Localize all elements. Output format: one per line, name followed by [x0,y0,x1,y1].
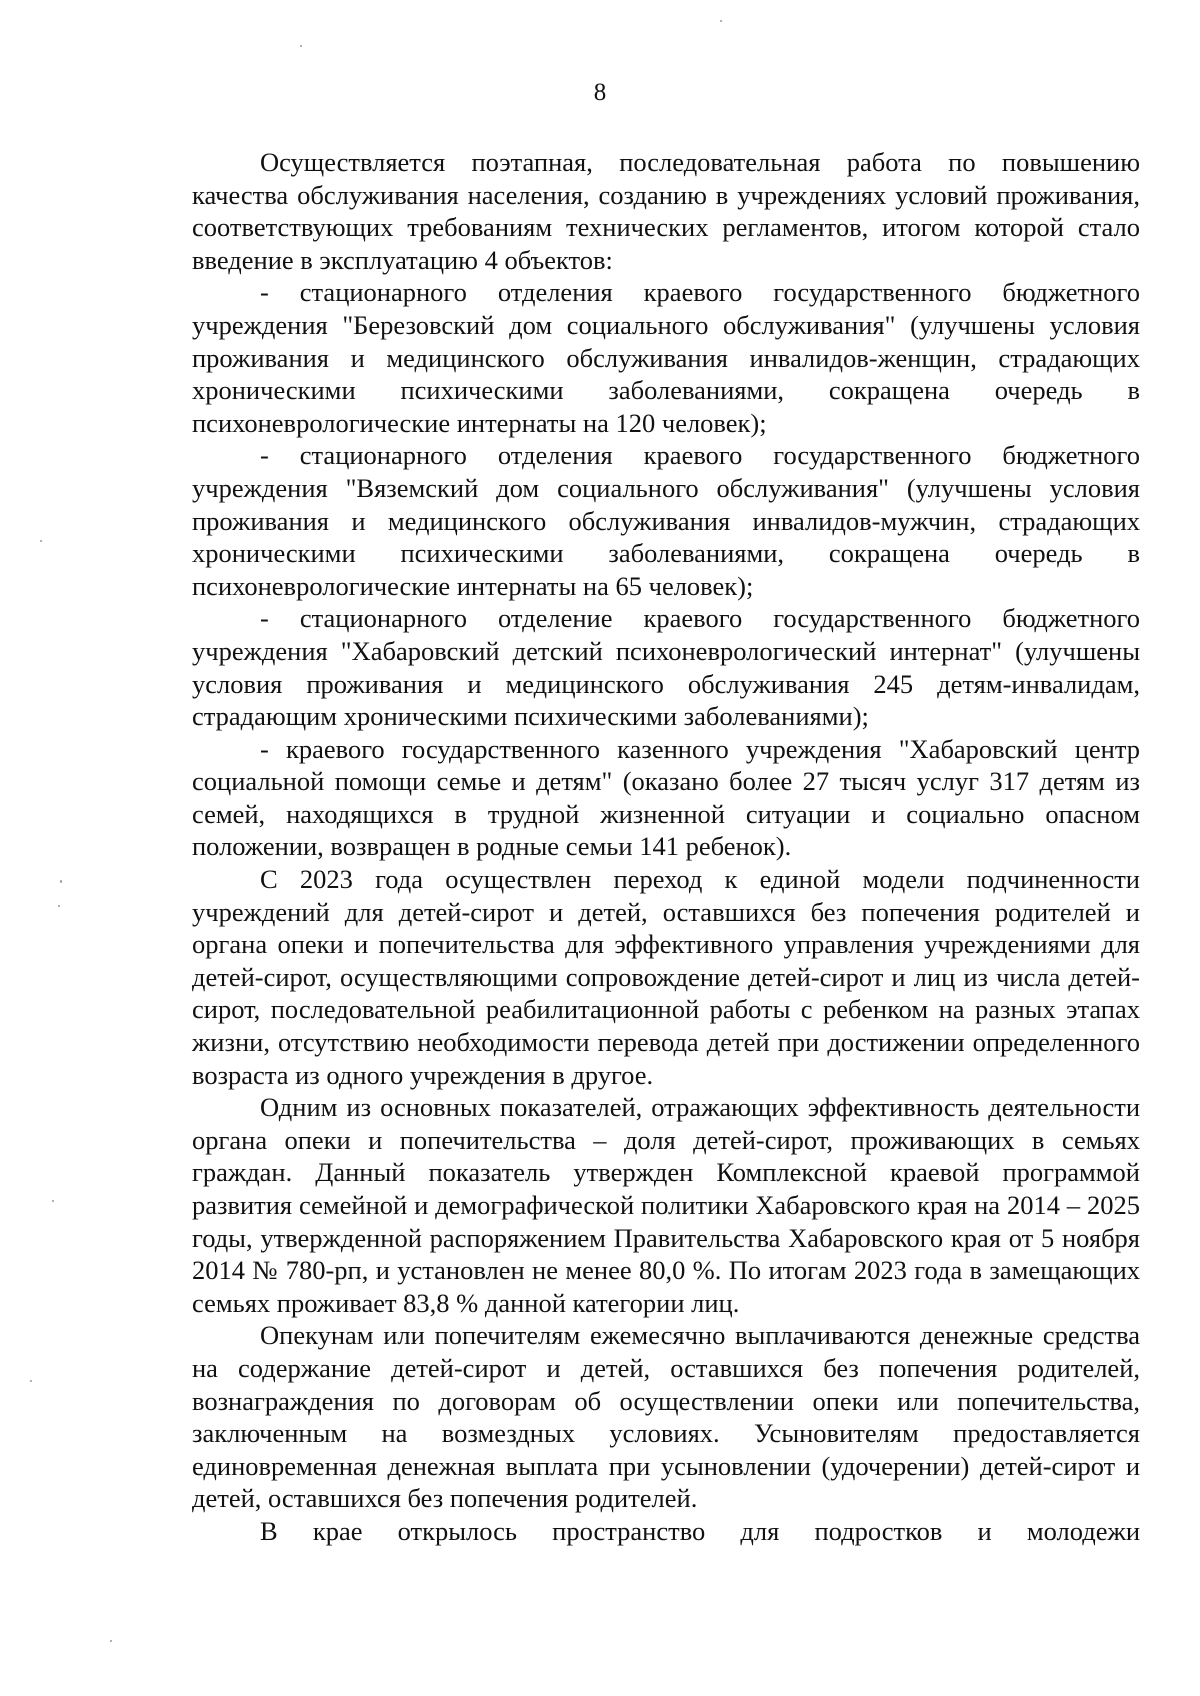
paragraph-intro: Осуществляется поэтапная, последовательная работа по повышению качества обслуживания населения, созданию в учреждениях условий проживания, соответствующих требованиям технических регламентов, итогом которой стало введение в эксплуатацию 4 объектов: [192,147,1140,275]
paragraph-item-khabarovsk-center: - краевого государственного казенного учреждения "Хабаровский центр социальной помощи семье и детям" (оказано более 27 тысяч услуг 317 детям из семей, находящихся в трудной жизненной ситуации и социально опасном положении, возвращен в родные семьи 141 ребенок). [192,733,1140,862]
page-number: 8 [593,79,607,106]
scan-speck [52,1200,54,1202]
scan-speck [40,540,42,542]
paragraph-item-vyazemsky: - стационарного отделения краевого государственного бюджетного учреждения "Вяземский дом социального обслуживания" (улучшены условия проживания и медицинского обслуживания инвалидов-мужчин, страдающих хроническими психическими заболеваниями, сокращена очередь в психоневрологические интернаты на 65 человек); [192,440,1140,601]
scan-speck [300,45,302,47]
scan-speck [60,880,62,883]
scan-speck [58,905,60,907]
scan-speck [110,1640,112,1642]
paragraph-indicator: Одним из основных показателей, отражающих эффективность деятельности органа опеки и попечительства – доля детей-сирот, проживающих в семьях граждан. Данный показатель утвержден Комплексной краевой программой развития семейной и демографической политики Хабаровского края на 2014 – 2025 годы, утвержденной распоряжением Правительства Хабаровского края от 5 ноября 2014 № 780-рп, и установлен не менее 80,0 %. По итогам 2023 года в замещающих семьях проживает 83,8 % данной категории лиц. [192,1092,1140,1318]
scan-speck [30,1380,32,1382]
paragraph-payments: Опекунам или попечителям ежемесячно выплачиваются денежные средства на содержание детей-сирот и детей, оставшихся без попечения родителей, вознаграждения по договорам об осуществлении опеки или попечительства, заключенным на возмездных условиях. Усыновителям предоставляется единовременная денежная выплата при усыновлении (удочерении) детей-сирот и детей, оставшихся без попечения родителей. [192,1320,1140,1514]
document-body [192,146,1140,1548]
scan-speck [720,20,722,22]
paragraph-item-berezovsky: - стационарного отделения краевого государственного бюджетного учреждения "Березовский дом социального обслуживания" (улучшены условия проживания и медицинского обслуживания инвалидов-женщин, страдающих хроническими психическими заболеваниями, сокращена очередь в психоневрологические интернаты на 120 человек); [192,277,1140,438]
paragraph-youth-space: В крае открылось пространство для подростков и молодежи [260,1515,1140,1546]
paragraph-single-model: С 2023 года осуществлен переход к единой модели подчиненности учреждений для детей-сирот и детей, оставшихся без попечения родителей и органа опеки и попечительства для эффективного управления учреждениями для детей-сирот, осуществляющими сопровождение детей-сирот и лиц из числа детей-сирот, последовательной реабилитационной работы с ребенком на разных этапах жизни, отсутствию необходимости перевода детей при достижении определенного возраста из одного учреждения в другое. [192,864,1140,1090]
paragraph-item-khabarovsk-internat: - стационарного отделение краевого государственного бюджетного учреждения "Хабаровский детский психоневрологический интернат" (улучшены условия проживания и медицинского обслуживания 245 детям-инвалидам, страдающим хроническими психическими заболеваниями); [192,603,1140,732]
